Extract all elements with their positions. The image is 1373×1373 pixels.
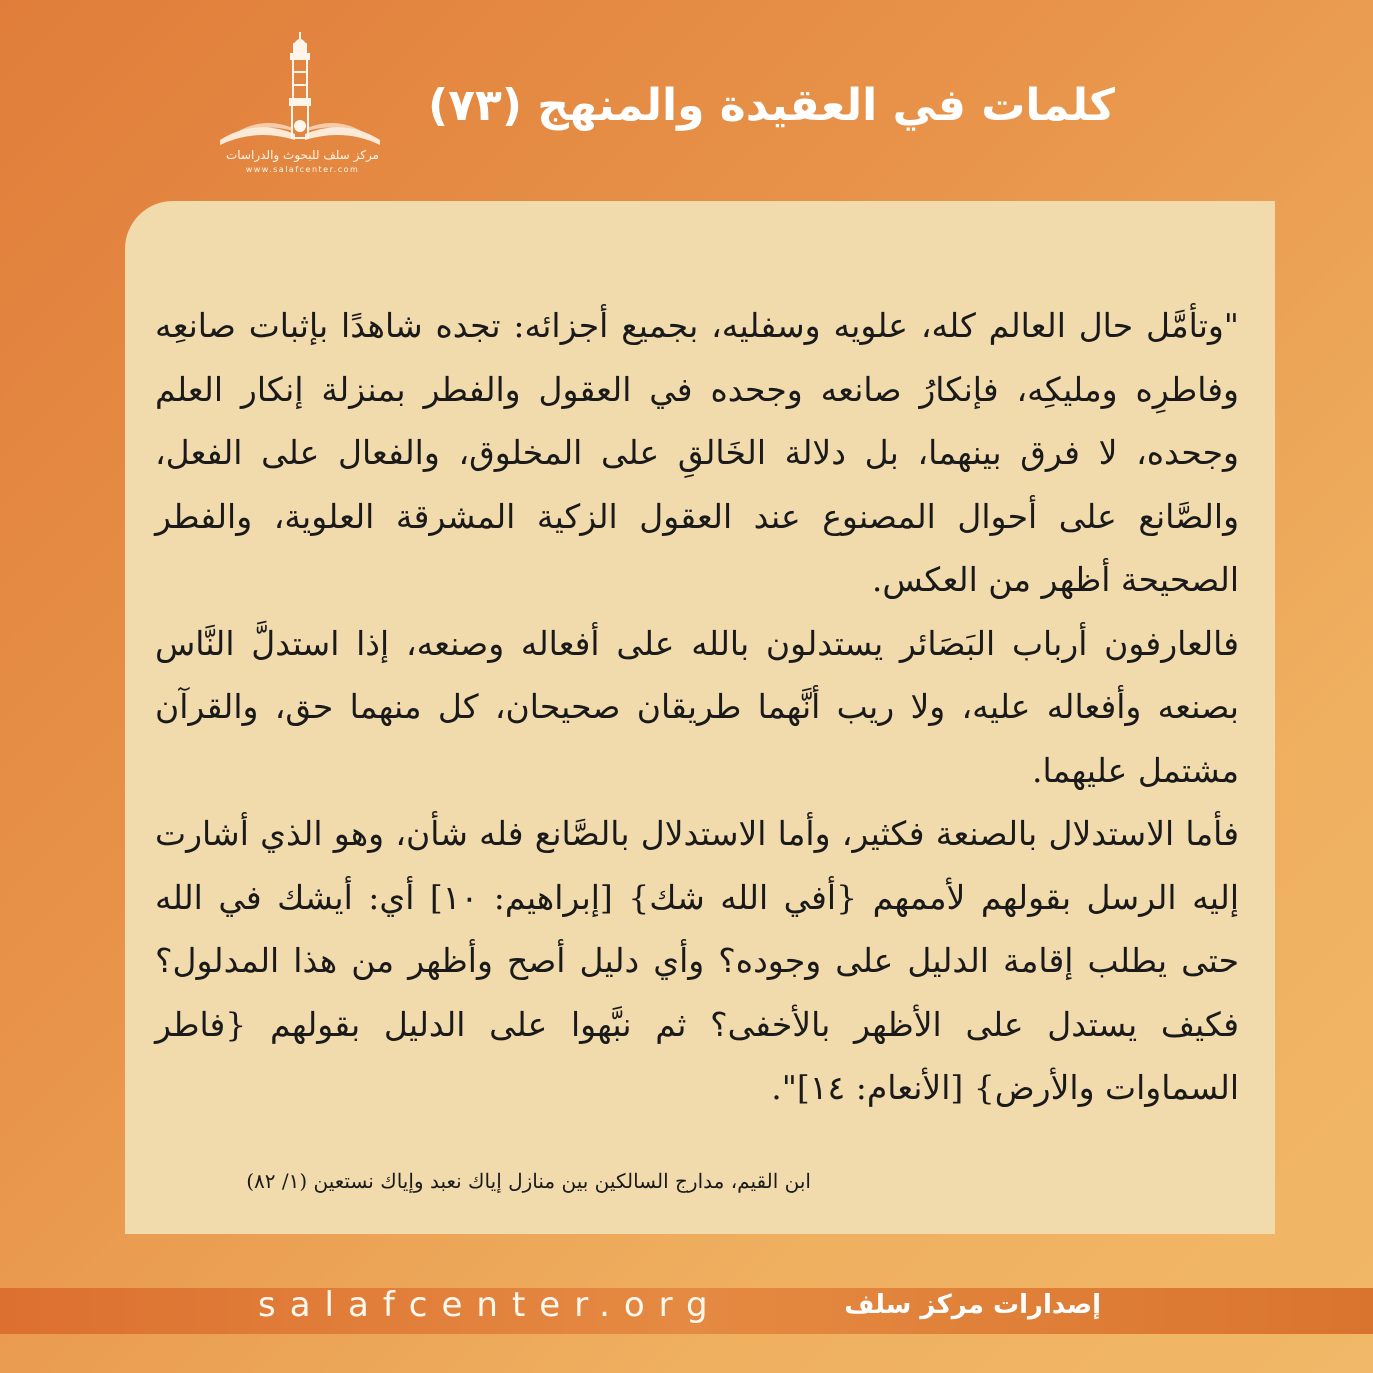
page-title: كلمات في العقيدة والمنهج (٧٣) (428, 80, 1115, 131)
quote-body (155, 294, 1239, 1120)
quote-card (125, 201, 1275, 1234)
logo-url: www.salafcenter.com (245, 165, 360, 174)
logo (215, 30, 390, 180)
paragraph-3: فأما الاستدلال بالصنعة فكثير، وأما الاستدلال بالصَّانع فله شأن، وهو الذي أشارت إليه الرسل بقولهم لأممهم {أفي الله شك} [إبراهيم: ١٠] أي: أيشك في الله حتى يطلب إقامة الدليل على وجوده؟ وأي دليل أصح وأظهر من هذا المدلول؟ فكيف يستدل على الأظهر بالأخفى؟ ثم نبَّهوا على الدليل بقولهم {فاطر السماوات والأرض} [الأنعام: ١٤]". (155, 814, 1239, 1107)
footer-publisher: إصدارات مركز سلف (844, 1290, 1101, 1320)
citation: ابن القيم، مدارج السالكين بين منازل إياك نعبد وإياك نستعين (١/ ٨٢) (246, 1169, 811, 1193)
footer-url[interactable]: salafcenter.org (258, 1285, 722, 1325)
logo-name: مركز سلف للبحوث والدراسات (226, 148, 379, 162)
paragraph-1: "وتأمَّل حال العالم كله، علويه وسفليه، بجميع أجزائه: تجده شاهدًا بإثبات صانعِه وفاطرِه ومليكِه، فإنكارُ صانعه وجحده في العقول والفطر بمنزلة إنكار العلم وجحده، لا فرق بينهما، بل دلالة الخَالقِ على المخلوق، والفعال على الفعل، والصَّانع على أحوال المصنوع عند العقول الزكية المشرقة العلوية، والفطر الصحيحة أظهر من العكس. (155, 306, 1239, 599)
minaret-book-icon (215, 30, 390, 148)
paragraph-2: فالعارفون أرباب البَصَائر يستدلون بالله على أفعاله وصنعه، إذا استدلَّ النَّاس بصنعه وأفعاله عليه، ولا ريب أنَّهما طريقان صحيحان، كل منهما حق، والقرآن مشتمل عليهما. (155, 623, 1239, 790)
